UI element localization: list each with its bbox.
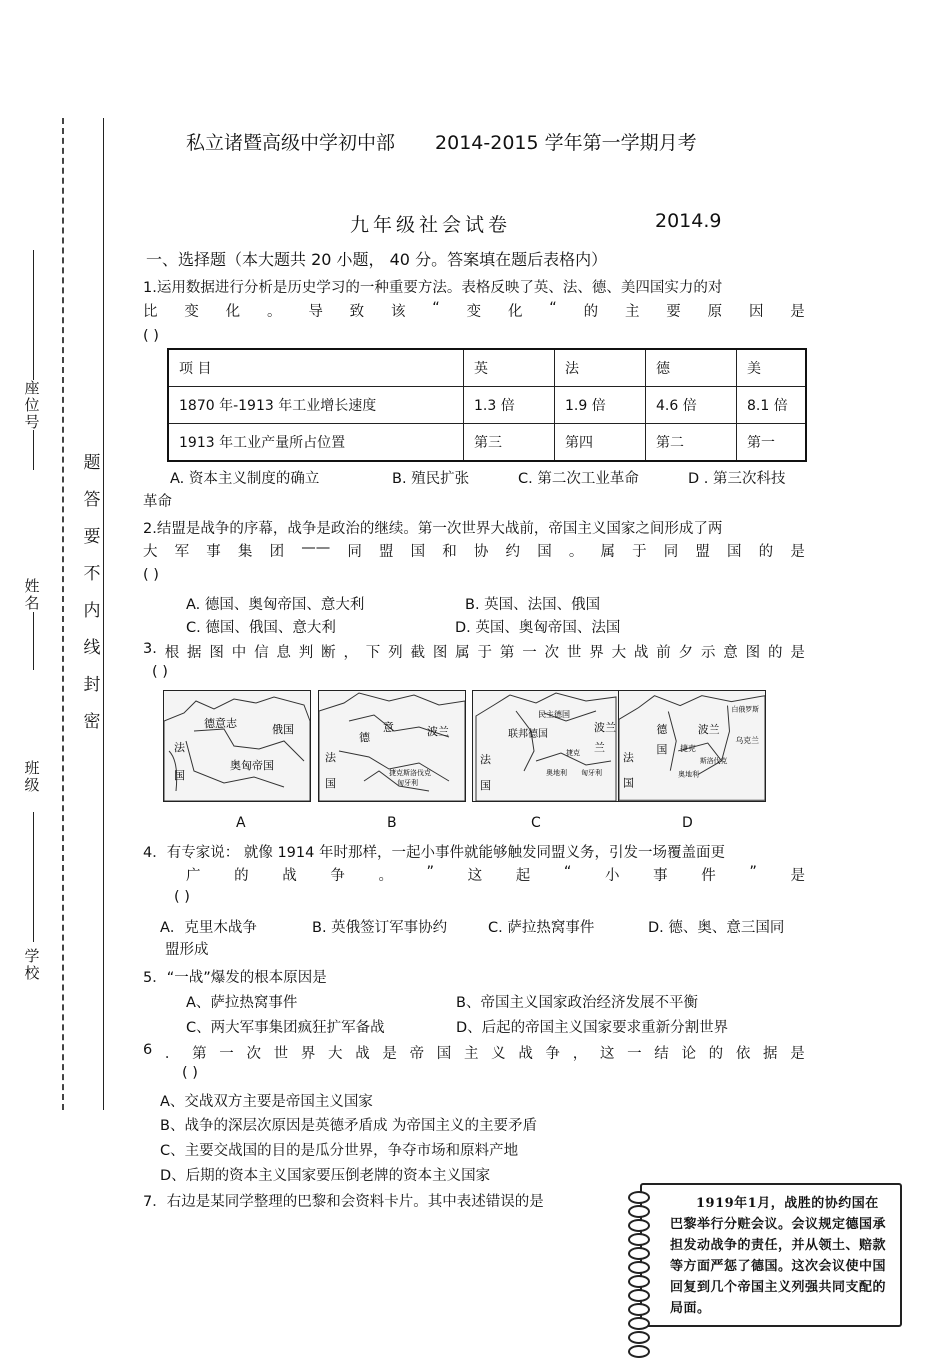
map-label: 奥地利 xyxy=(546,769,567,777)
term-name: 2014-2015 学年第一学期月考 xyxy=(435,132,697,154)
table-cell: 美 xyxy=(737,349,807,387)
map-b-label: B xyxy=(387,815,397,831)
seat-number-blank-tail xyxy=(33,430,34,470)
spaced-char: 一 xyxy=(522,645,537,661)
paris-conference-card xyxy=(640,1183,902,1327)
q5-option-c[interactable]: C、两大军事集团疯狂扩军备战 xyxy=(186,1020,385,1036)
q1-option-b[interactable]: B. 殖民扩张 xyxy=(392,471,470,487)
spaced-char: 结 xyxy=(654,1046,669,1062)
spaced-char: 图 xyxy=(432,645,448,661)
spaced-char: 的 xyxy=(767,645,783,661)
exam-title xyxy=(186,128,697,155)
table-cell: 法 xyxy=(555,349,646,387)
q5-option-b[interactable]: B、帝国主义国家政治经济发展不平衡 xyxy=(456,995,698,1011)
map-label: 民主德国 xyxy=(538,710,570,719)
spaced-char: 主 xyxy=(463,1046,479,1062)
spaced-char: 息 xyxy=(276,645,291,661)
map-b-outline xyxy=(319,691,465,801)
map-label: 捷克 xyxy=(680,743,696,753)
q4-option-d[interactable]: D. 德、奥、意三国同 xyxy=(648,920,785,936)
spaced-char: 是 xyxy=(790,544,805,560)
table-cell: 8.1 倍 xyxy=(737,387,807,424)
spaced-char: 。 xyxy=(568,544,584,560)
q1-stem-line2 xyxy=(143,300,805,321)
map-c-label: C xyxy=(531,815,541,831)
spaced-char: “ xyxy=(549,300,557,316)
map-c-outline xyxy=(473,691,619,801)
spaced-char: 小 xyxy=(605,868,620,884)
table-cell: 1.9 倍 xyxy=(555,387,646,424)
map-label: 国 xyxy=(622,776,634,790)
q1-option-a[interactable]: A. 资本主义制度的确立 xyxy=(170,471,320,487)
spaced-char: 化 xyxy=(507,304,523,320)
spaced-char: ” xyxy=(749,864,757,880)
q4-option-a[interactable]: A．克里木战争 xyxy=(160,920,257,936)
spaced-char: 大 xyxy=(328,1046,343,1062)
table-cell: 项 目 xyxy=(168,349,464,387)
seal-warning-char: 要 xyxy=(83,527,101,547)
q1-option-c[interactable]: C. 第二次工业革命 xyxy=(518,471,639,487)
card-text: 1919年1月，战胜的协约国在巴黎举行分赃会议。会议规定德国承担发动战争的责任，并从领土、赔款等方面严惩了德国。这次会议使中国回复到几个帝国主义列强共同支配的局面。 xyxy=(670,1196,887,1316)
spaced-char: ， xyxy=(343,645,358,661)
spaced-char: 和 xyxy=(442,544,457,560)
table-cell: 4.6 倍 xyxy=(646,387,737,424)
q6-option-d[interactable]: D、后期的资本主义国家要压倒老牌的资本主义国家 xyxy=(160,1168,491,1184)
paper-subtitle: 九年级社会试卷 xyxy=(350,214,512,236)
spaced-char: 依 xyxy=(735,1046,751,1062)
q3-stem xyxy=(143,641,805,662)
paper-date: 2014.9 xyxy=(655,210,722,232)
q2-option-b[interactable]: B. 英国、法国、俄国 xyxy=(465,597,601,613)
spaced-char: 国 xyxy=(410,544,426,560)
spaced-char: 国 xyxy=(436,1046,452,1062)
map-label: 国 xyxy=(656,742,668,756)
spaced-char: 争 xyxy=(330,868,345,884)
spaced-char: 论 xyxy=(681,1046,696,1062)
q1-option-d-wrap: 革命 xyxy=(143,494,172,510)
spaced-char: 判 xyxy=(298,645,314,661)
spaced-char: 于 xyxy=(477,645,492,661)
map-label: 国 xyxy=(480,779,491,792)
seal-warning-char: 线 xyxy=(83,638,101,658)
spaced-char: 战 xyxy=(282,868,297,884)
spaced-char: 世 xyxy=(273,1046,289,1062)
map-d[interactable] xyxy=(618,690,766,802)
spaced-char: 战 xyxy=(518,1046,533,1062)
spaced-char: 界 xyxy=(300,1046,316,1062)
spaced-char: 属 xyxy=(600,544,615,560)
spaced-char: 件 xyxy=(701,868,716,884)
spaced-char: 是 xyxy=(790,868,805,884)
map-label: 奥匈帝国 xyxy=(230,759,274,772)
spaced-char: 盟 xyxy=(378,544,394,560)
name-label: 姓名 xyxy=(24,577,40,612)
seal-warning-char: 内 xyxy=(83,601,101,621)
spaced-char: 是 xyxy=(790,304,805,320)
q6-option-b[interactable]: B、战争的深层次原因是英德矛盾成 为帝国主义的主要矛盾 xyxy=(160,1118,538,1134)
q4-stem: 4．有专家说： 就像 1914 年时那样，一起小事件就能够触发同盟义务，引发一场覆盖面更 xyxy=(143,845,725,861)
spaced-char: “ xyxy=(432,300,440,316)
table-row xyxy=(168,424,806,462)
spaced-char: 次 xyxy=(544,645,560,661)
spaced-char: 截 xyxy=(410,645,425,661)
map-label: 兰 xyxy=(594,741,605,754)
table-cell: 第四 xyxy=(555,424,646,462)
q7-stem: 7．右边是某同学整理的巴黎和会资料卡片。其中表述错误的是 xyxy=(143,1194,544,1210)
q3-answer-bracket[interactable]: ( ) xyxy=(152,664,168,680)
map-a[interactable] xyxy=(163,690,311,802)
seat-number-blank[interactable] xyxy=(33,250,34,380)
table-cell: 英 xyxy=(464,349,555,387)
table-row xyxy=(168,387,806,424)
spaced-char: 同 xyxy=(663,544,679,560)
map-label: 白俄罗斯 xyxy=(731,705,760,714)
spaced-char: —— xyxy=(301,540,331,556)
spaced-char: 图 xyxy=(745,645,761,661)
spaced-char: “ xyxy=(563,864,572,880)
spaced-char: 于 xyxy=(632,544,647,560)
q2-option-a[interactable]: A. 德国、奥匈帝国、意大利 xyxy=(186,597,365,613)
spaced-char: 。 xyxy=(266,304,282,320)
map-label: 国 xyxy=(325,777,336,790)
spaced-char: 第 xyxy=(499,645,515,661)
spaced-char: ． xyxy=(164,1046,180,1062)
spaced-char: 盟 xyxy=(695,544,710,560)
spaced-char: 争 xyxy=(545,1046,561,1062)
spaced-char: 团 xyxy=(269,544,285,560)
spaced-char: 广 xyxy=(186,868,201,884)
spaced-char: 这 xyxy=(599,1046,615,1062)
map-c[interactable] xyxy=(472,690,620,802)
spaced-char: 断 xyxy=(321,645,336,661)
spaced-char: 约 xyxy=(505,544,521,560)
seal-dashed-line xyxy=(62,118,64,1110)
map-label: 法 xyxy=(622,750,634,764)
seat-number-label: 座位号 xyxy=(24,379,40,431)
spaced-char: 大 xyxy=(611,645,627,661)
section-heading: 一、选择题（本大题共 20 小题， 40 分。答案填在题后表格内） xyxy=(146,250,608,269)
class-blank[interactable] xyxy=(33,812,34,942)
map-label: 斯洛伐克 xyxy=(699,756,728,765)
spaced-char: 致 xyxy=(349,304,365,320)
map-label: 捷克 xyxy=(566,749,580,757)
spaced-char: 的 xyxy=(758,544,774,560)
spaced-char: 主 xyxy=(624,304,640,320)
q1-option-d[interactable]: D . 第三次科技 xyxy=(688,471,786,487)
spaced-char: 起 xyxy=(515,868,531,884)
spaced-char: 化 xyxy=(225,304,241,320)
spiral-binding-icon xyxy=(628,1191,652,1359)
map-label: 波兰 xyxy=(427,725,449,738)
seal-warning-char: 封 xyxy=(83,675,101,695)
spaced-char: 要 xyxy=(666,304,681,320)
spaced-char: 信 xyxy=(254,645,269,661)
spaced-char: 意 xyxy=(723,645,738,661)
map-a-outline xyxy=(164,691,310,801)
q6-answer-bracket[interactable]: ( ) xyxy=(182,1065,198,1081)
table-cell: 1913 年工业产量所占位置 xyxy=(168,424,464,462)
q6-option-c[interactable]: C、主要交战国的目的是瓜分世界，争夺市场和原料产地 xyxy=(160,1143,519,1159)
map-label: 法 xyxy=(480,753,491,766)
q4-stem-line2 xyxy=(186,864,805,885)
map-label: 波兰 xyxy=(697,723,720,737)
q4-answer-bracket[interactable]: ( ) xyxy=(174,889,190,905)
q6-option-a[interactable]: A、交战双方主要是帝国主义国家 xyxy=(160,1094,373,1110)
map-label: 德 xyxy=(656,723,668,737)
seal-warning-char: 答 xyxy=(83,490,101,510)
spaced-char: 原 xyxy=(707,304,723,320)
table-cell: 德 xyxy=(646,349,737,387)
spaced-char: 事 xyxy=(206,544,221,560)
q1-answer-bracket[interactable]: ( ) xyxy=(143,328,159,344)
spaced-char: 协 xyxy=(473,544,489,560)
q6-stem xyxy=(143,1042,805,1063)
table-cell: 第一 xyxy=(737,424,807,462)
spaced-char: 6 xyxy=(143,1042,153,1058)
table-row xyxy=(168,349,806,387)
spaced-char: 据 xyxy=(187,645,202,661)
spaced-char: 该 xyxy=(390,304,406,320)
q1-stem: 1.运用数据进行分析是历史学习的一种重要方法。表格反映了英、法、德、美四国实力的对 xyxy=(143,280,723,296)
spaced-char: 图 xyxy=(209,645,224,661)
spaced-char: 据 xyxy=(763,1046,778,1062)
map-label: 德 xyxy=(359,731,370,744)
q5-option-a[interactable]: A、萨拉热窝事件 xyxy=(186,995,298,1011)
spaced-char: 中 xyxy=(231,645,247,661)
spaced-char: 是 xyxy=(382,1046,397,1062)
map-label: 法 xyxy=(325,751,336,764)
spaced-char: 一 xyxy=(219,1046,234,1062)
map-d-label: D xyxy=(682,815,693,831)
spaced-char: ， xyxy=(572,1046,588,1062)
seal-warning-char: 密 xyxy=(83,712,101,732)
map-d-outline xyxy=(619,691,765,801)
q5-option-d[interactable]: D、后起的帝国主义国家要求重新分割世界 xyxy=(456,1020,729,1036)
seal-warning xyxy=(82,448,102,744)
map-label: 法 xyxy=(174,741,185,754)
spaced-char: 集 xyxy=(237,544,253,560)
spaced-char: 根 xyxy=(164,645,180,661)
spaced-char: 的 xyxy=(708,1046,724,1062)
spaced-char: 国 xyxy=(727,544,742,560)
q2-answer-bracket[interactable]: ( ) xyxy=(143,567,159,583)
map-label: 匈牙利 xyxy=(581,769,602,777)
map-label: 意 xyxy=(383,721,394,734)
spaced-char: 导 xyxy=(308,304,323,320)
class-label: 班级 xyxy=(24,759,40,794)
spaced-char: 次 xyxy=(246,1046,261,1062)
spaced-char: 国 xyxy=(537,544,552,560)
spaced-char: 一 xyxy=(627,1046,642,1062)
spaced-char: ” xyxy=(426,864,435,880)
map-label: 国 xyxy=(174,769,185,782)
map-label: 捷克斯洛伐克 xyxy=(389,769,431,777)
seal-warning-char: 题 xyxy=(83,453,101,473)
q4-option-d-wrap: 盟形成 xyxy=(165,942,209,958)
q2-stem-line2 xyxy=(143,540,805,561)
map-label: 波兰 xyxy=(594,721,616,734)
school-label: 学校 xyxy=(24,947,40,982)
spaced-char: 战 xyxy=(355,1046,370,1062)
map-label: 乌克兰 xyxy=(735,736,760,746)
spaced-char: 比 xyxy=(143,304,158,320)
spaced-char: 军 xyxy=(174,544,190,560)
spaced-char: 大 xyxy=(143,544,158,560)
spaced-char: 下 xyxy=(365,645,381,661)
table-cell: 第二 xyxy=(646,424,737,462)
seal-solid-line xyxy=(103,118,104,1110)
name-blank[interactable] xyxy=(33,612,34,670)
q2-option-c[interactable]: C. 德国、俄国、意大利 xyxy=(186,620,336,636)
map-label: 奥地利 xyxy=(678,770,699,779)
spaced-char: 是 xyxy=(790,645,805,661)
q4-option-c[interactable]: C. 萨拉热窝事件 xyxy=(488,920,595,936)
map-label: 匈牙利 xyxy=(397,779,418,787)
spaced-char: 。 xyxy=(378,868,393,884)
q4-option-b[interactable]: B. 英俄签订军事协约 xyxy=(312,920,448,936)
table-cell: 1870 年-1913 年工业增长速度 xyxy=(168,387,464,424)
map-label: 联邦德国 xyxy=(508,729,548,740)
map-label: 德意志 xyxy=(204,717,237,730)
spaced-char: 3. xyxy=(143,641,157,657)
spaced-char: 战 xyxy=(633,645,649,661)
spaced-char: 义 xyxy=(491,1046,506,1062)
spaced-char: 示 xyxy=(700,645,716,661)
spaced-char: 同 xyxy=(347,544,362,560)
spaced-char: 这 xyxy=(467,868,483,884)
spaced-char: 事 xyxy=(653,868,668,884)
map-a-label: A xyxy=(236,815,246,831)
spaced-char: 变 xyxy=(466,304,482,320)
table-cell: 1.3 倍 xyxy=(464,387,555,424)
school-name: 私立诸暨高级中学初中部 xyxy=(186,132,396,154)
spaced-char: 前 xyxy=(656,645,671,661)
table-cell: 第三 xyxy=(464,424,555,462)
spaced-char: 变 xyxy=(184,304,199,320)
map-b[interactable] xyxy=(318,690,466,802)
q5-stem: 5．“一战”爆发的根本原因是 xyxy=(143,970,327,986)
spaced-char: 世 xyxy=(566,645,582,661)
spaced-char: 的 xyxy=(234,868,249,884)
spaced-char: 属 xyxy=(455,645,470,661)
seal-warning-char: 不 xyxy=(83,564,101,584)
spaced-char: 夕 xyxy=(678,645,694,661)
spaced-char: 帝 xyxy=(409,1046,425,1062)
spaced-char: 的 xyxy=(583,304,599,320)
spaced-char: 第 xyxy=(192,1046,207,1062)
spaced-char: 是 xyxy=(790,1046,805,1062)
spaced-char: 因 xyxy=(748,304,764,320)
q2-option-d[interactable]: D. 英国、奥匈帝国、法国 xyxy=(455,620,621,636)
map-label: 俄国 xyxy=(272,723,294,736)
spaced-char: 列 xyxy=(388,645,403,661)
q1-data-table xyxy=(167,348,807,462)
spaced-char: 界 xyxy=(589,645,604,661)
q2-stem: 2.结盟是战争的序幕，战争是政治的继续。第一次世界大战前，帝国主义国家之间形成了两 xyxy=(143,521,723,537)
